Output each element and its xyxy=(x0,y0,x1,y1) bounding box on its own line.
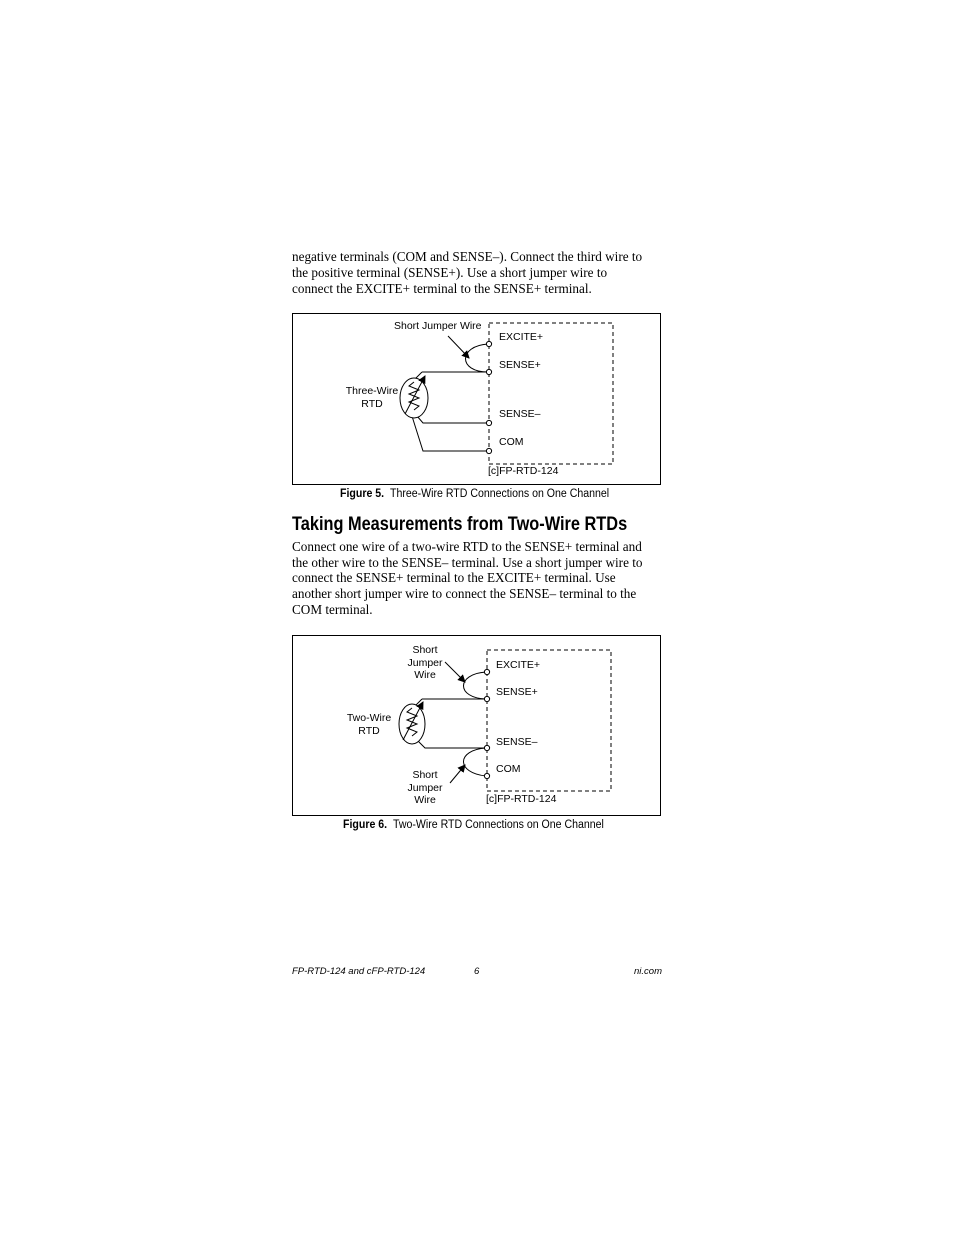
wire-com xyxy=(411,413,488,451)
terminal-sense-plus xyxy=(486,369,491,374)
rtd-label-line: Three-Wire xyxy=(345,385,399,397)
caption-text: Two-Wire RTD Connections on One Channel xyxy=(392,819,604,831)
terminal-com xyxy=(484,773,489,778)
terminal-sense-plus xyxy=(484,696,489,701)
terminal-label: SENSE+ xyxy=(496,686,538,698)
rtd-label xyxy=(337,385,407,410)
rtd-label-line: Two-Wire xyxy=(346,712,392,724)
module-label: [c]FP-RTD-124 xyxy=(486,793,557,805)
jumper-label-line: Wire xyxy=(414,794,436,806)
jumper-label-line: Short xyxy=(412,769,438,781)
terminal-sense-minus xyxy=(486,420,491,425)
jumper-label-bottom xyxy=(395,769,455,807)
jumper-label-line: Jumper xyxy=(407,781,443,794)
terminal-com xyxy=(486,448,491,453)
terminal-excite-plus xyxy=(484,669,489,674)
terminal-sense-minus xyxy=(484,745,489,750)
intro-line: negative terminals (COM and SENSE–). Connect the third wire to xyxy=(292,249,643,264)
footer-product: FP-RTD-124 and cFP-RTD-124 xyxy=(292,966,426,977)
section-heading: Taking Measurements from Two-Wire RTDs xyxy=(292,514,628,535)
figure-5-caption xyxy=(340,488,609,500)
jumper-label: Short Jumper Wire xyxy=(394,320,482,332)
wire-sense-minus xyxy=(417,740,486,748)
jumper-label-line: Wire xyxy=(414,669,436,681)
terminal-label: SENSE+ xyxy=(499,359,541,371)
intro-line: the positive terminal (SENSE+). Use a short jumper wire to xyxy=(292,265,608,280)
terminal-label: COM xyxy=(496,763,521,775)
jumper-wire-bottom xyxy=(464,748,487,776)
wire-sense-minus xyxy=(417,416,488,423)
footer-website: ni.com xyxy=(634,966,662,977)
figure-5-diagram xyxy=(292,313,661,485)
caption-number: Figure 6. xyxy=(343,819,388,831)
jumper-arrow xyxy=(448,336,469,358)
jumper-wire-top xyxy=(464,672,487,699)
rtd-label xyxy=(335,712,403,737)
section-line: Connect one wire of a two-wire RTD to the SENSE+ terminal and xyxy=(292,539,642,554)
figure-6-diagram xyxy=(292,635,661,816)
terminal-excite-plus xyxy=(486,341,491,346)
figure-6-caption xyxy=(343,819,604,831)
caption-number: Figure 5. xyxy=(340,488,385,500)
section-line: connect the SENSE+ terminal to the EXCITE+ terminal. Use xyxy=(292,570,616,585)
module-label: [c]FP-RTD-124 xyxy=(488,465,559,477)
footer-page-number: 6 xyxy=(474,966,480,977)
section-line: the other wire to the SENSE– terminal. Use a short jumper wire to xyxy=(292,555,643,570)
jumper-label-line: Jumper xyxy=(407,656,443,669)
terminal-label: SENSE– xyxy=(496,736,538,748)
intro-line: connect the EXCITE+ terminal to the SENSE+ terminal. xyxy=(292,281,592,296)
rtd-label-line: RTD xyxy=(361,397,383,410)
jumper-label-top xyxy=(395,644,455,682)
jumper-label-line: Short xyxy=(412,644,438,656)
terminal-label: EXCITE+ xyxy=(499,331,544,343)
rtd-label-line: RTD xyxy=(358,724,380,737)
section-line: COM terminal. xyxy=(292,602,373,617)
terminal-label: COM xyxy=(499,436,524,448)
terminal-label: SENSE– xyxy=(499,408,541,420)
terminal-label: EXCITE+ xyxy=(496,659,541,671)
caption-text: Three-Wire RTD Connections on One Channel xyxy=(389,488,610,500)
section-line: another short jumper wire to connect the SENSE– terminal to the xyxy=(292,586,637,601)
